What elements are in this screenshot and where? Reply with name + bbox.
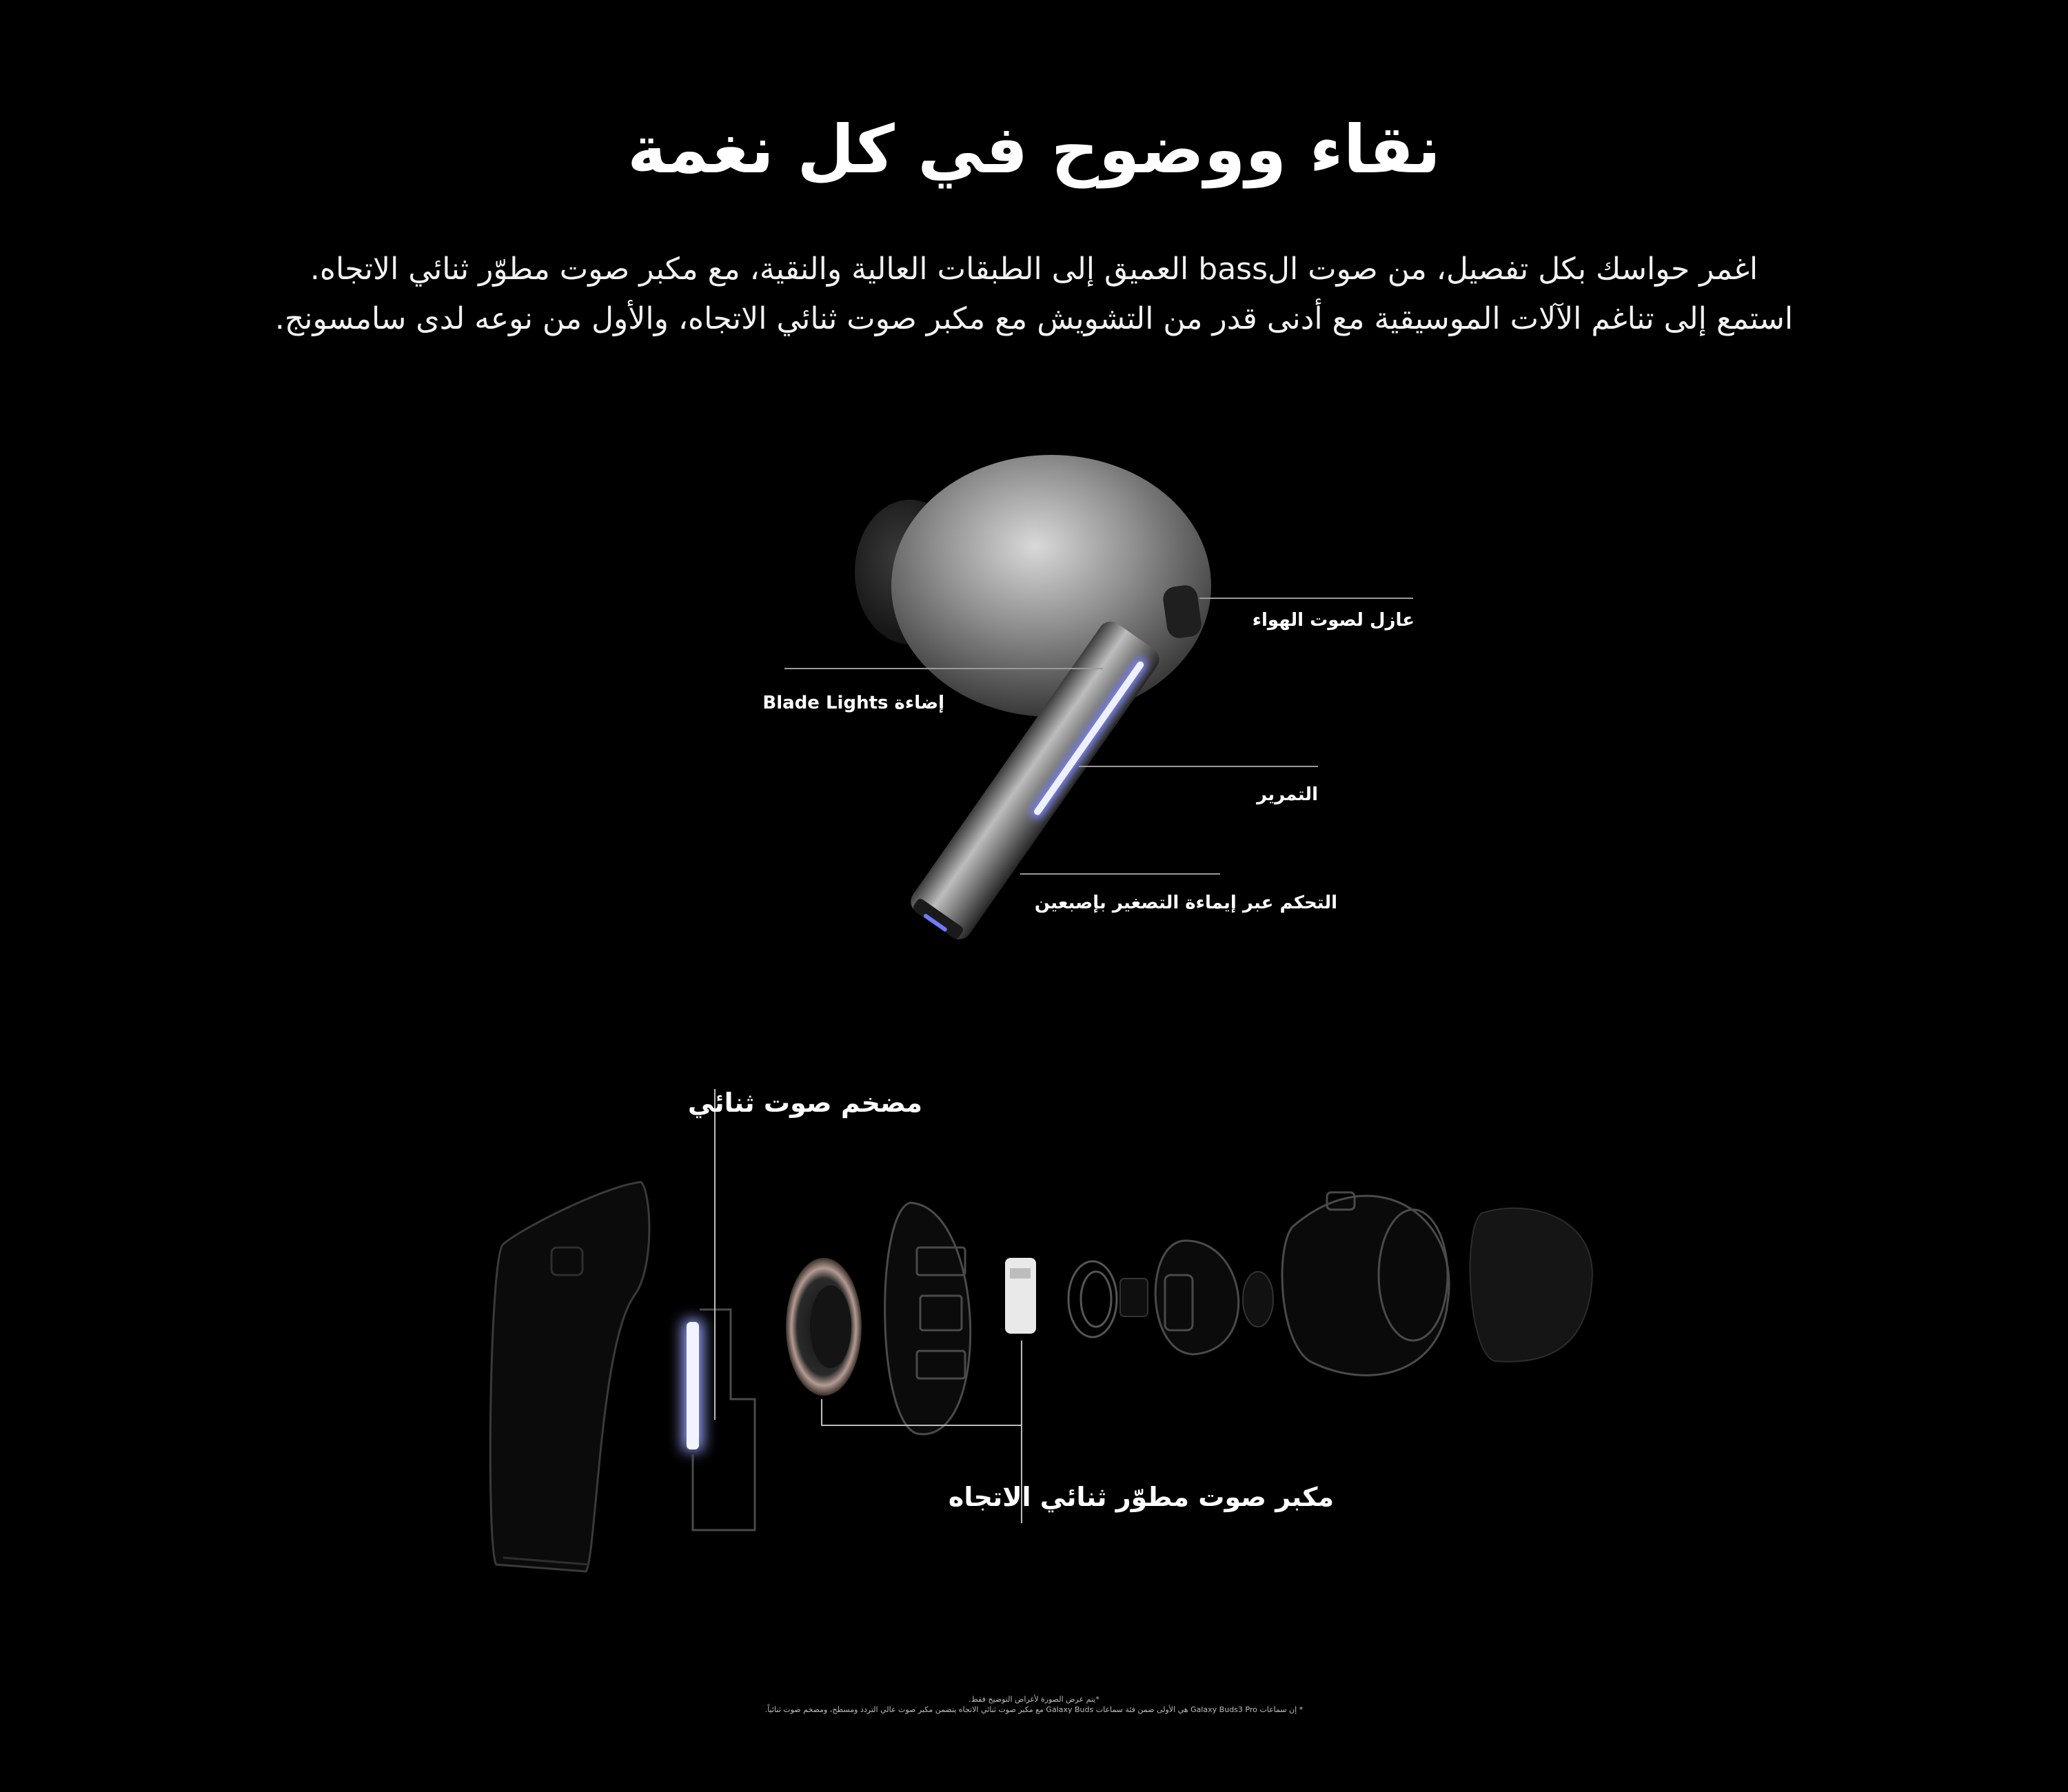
light-bar xyxy=(687,1322,699,1449)
footnote-2: * إن سماعات Galaxy Buds3 Pro هي الأولى ضمن فئة سماعات Galaxy Buds مع مكبر صوت ثنائي الاتجاه يتضمن مكبر صوت عالي التردد ومسطح، ومضخم صوت ثنائياً. xyxy=(764,1705,1304,1714)
callout-two-way-amplifier: مضخم صوت ثنائي xyxy=(687,1088,922,1118)
callout-two-way-speaker: مكبر صوت مطوّر ثنائي الاتجاه xyxy=(948,1482,1334,1512)
footnote-1: *يتم عرض الصورة لأغراض التوضيح فقط. xyxy=(969,1695,1099,1704)
mesh-cover xyxy=(1155,1241,1239,1354)
driver-frame xyxy=(885,1203,971,1434)
page-title: نقاء ووضوح في كل نغمة xyxy=(627,111,1441,188)
callout-wind-shield: عازل لصوت الهواء xyxy=(1252,610,1415,631)
eartip-outline xyxy=(1282,1192,1449,1375)
footnotes xyxy=(0,1694,2068,1715)
housing-shell xyxy=(490,1182,649,1571)
callout-blade-lights: إضاءة Blade Lights xyxy=(762,693,944,713)
intro-line-1: اغمر حواسك بكل تفصيل، من صوت الbass العميق إلى الطبقات العالية والنقية، مع مكبر صوت مطوّر ثنائي الاتجاه. xyxy=(310,252,1758,287)
callout-swipe: التمرير xyxy=(1257,784,1318,805)
intro-line-2: استمع إلى تناغم الآلات الموسيقية مع أدنى قدر من التشويش مع مكبر صوت ثنائي الاتجاه، والأول من نوعه لدى سامسونج. xyxy=(274,301,1794,336)
callout-pinch-control: التحكم عبر إيماءة التصغير بإصبعين xyxy=(1034,893,1337,913)
eartip xyxy=(1470,1208,1592,1362)
spring-ring xyxy=(1068,1261,1117,1337)
